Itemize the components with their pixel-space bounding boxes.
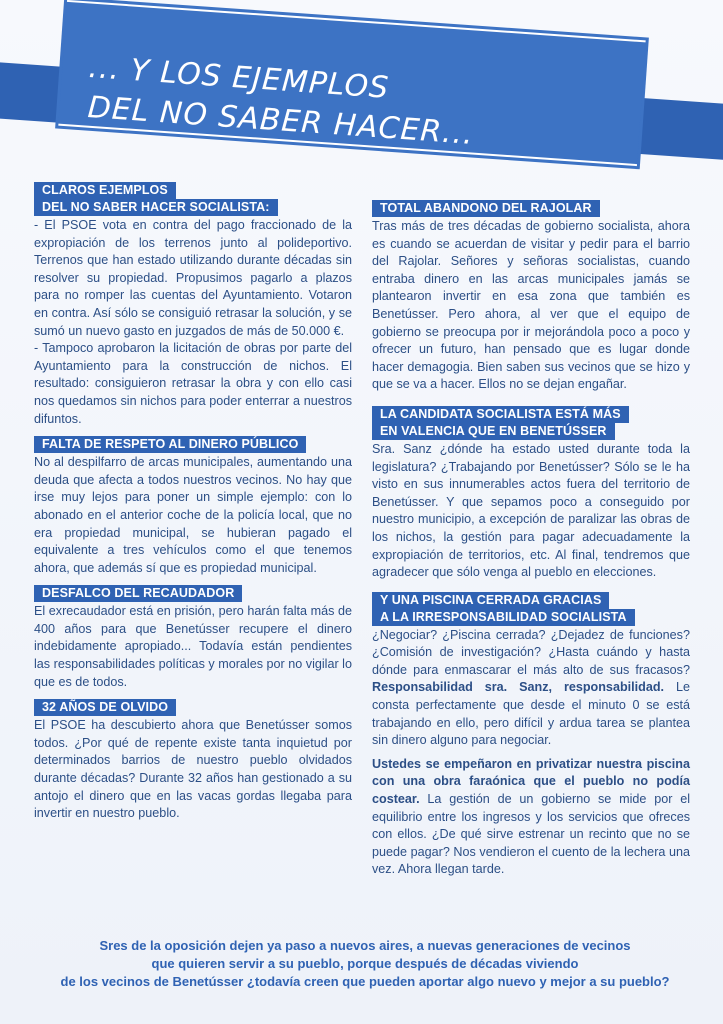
banner-title-line-1: ... Y LOS EJEMPLOS (87, 49, 391, 106)
text-run: La gestión de un gobierno se mide por el equilibrio entre los ingresos y los servicios que ofreces con ellos. ¿De qué sirve estrenar un recinto que no se puede pagar? Nos vendieron el cuento de la lechera una vez. Ahora llegan tarde. (372, 792, 690, 877)
section-body (372, 218, 690, 394)
section-heading (34, 436, 352, 453)
section-heading-line-1: DESFALCO DEL RECAUDADOR (34, 585, 242, 602)
section-heading (372, 592, 690, 626)
paragraph: - Tampoco aprobaron la licitación de obras por parte del Ayuntamiento para la construcción de nichos. El resultado: consiguieron retrasar la obra y con ello casi nos quedamos sin nichos para poder enterrar a nuestros difuntos. (34, 341, 352, 426)
paragraph: - El PSOE vota en contra del pago fraccionado de la expropiación de los terrenos junto al polideportivo. Terrenos que han estado utilizando durante décadas sin resolver su propiedad. Propusimos pagarlo a plazos para no romper las cuentas del Ayuntamiento. Votaron en contra. Así sólo se consiguió retrasar la solución, y se sumó un nuevo gasto en juzgados de más de 50.000 €. (34, 218, 352, 338)
section-heading-line-1: 32 AÑOS DE OLVIDO (34, 699, 176, 716)
section-heading-line-1: CLAROS EJEMPLOS (34, 182, 176, 199)
text-run-bold: Responsabilidad sra. Sanz, responsabilidad. (372, 680, 665, 695)
section-heading-line-2: EN VALENCIA QUE EN BENETÚSSER (372, 423, 615, 440)
right-column (372, 200, 690, 887)
banner-title-line-2: DEL NO SABER HACER... (86, 90, 475, 152)
section-heading (34, 699, 352, 716)
text-run: Le consta perfectamente que desde el minuto 0 se está trabajando en ello, pero difícil y ardua tarea se plantea sin dinero alguno para negociar. (372, 680, 690, 748)
paragraph (372, 756, 690, 879)
section-heading-line-1: TOTAL ABANDONO DEL RAJOLAR (372, 200, 600, 217)
closing-line-1: Sres de la oposición dejen ya paso a nuevos aires, a nuevas generaciones de vecinos (99, 938, 631, 953)
paragraph: El PSOE ha descubierto ahora que Benetússer somos todos. ¿Por qué de repente existe tanta inquietud por determinados barrios de nuestro pueblo olvidados durante décadas? Durante 32 años han gestionado a su antojo el dinero que en las vacas gordas llegaba para invertir en nuestro pueblo. (34, 718, 352, 821)
section-heading (372, 200, 690, 217)
section-falta-respeto (34, 436, 352, 577)
section-piscina (372, 592, 690, 879)
closing-line-3: de los vecinos de Benetússer ¿todavía creen que pueden aportar algo nuevo y mejor a su pueblo? (60, 974, 670, 989)
paragraph: Sra. Sanz ¿dónde ha estado usted durante toda la legislatura? ¿Trabajando por Benetússer? Sólo se le ha visto en sus innumerables actos fuera del territorio de Benetússer. Y que sepamos poco a conseguido por nuestro municipio, a excepción de paralizar las obras de los nichos, la gestión para pagar adecuadamente la expropiación de territorios, etc. Al final, tendremos que agradecer que sólo venga al pueblo en elecciones. (372, 441, 690, 580)
closing-statement (40, 937, 690, 991)
section-candidata (372, 406, 690, 582)
section-heading-line-1: Y UNA PISCINA CERRADA GRACIAS (372, 592, 609, 609)
closing-line-2: que quieren servir a su pueblo, porque después de décadas viviendo (151, 956, 579, 971)
section-heading (372, 406, 690, 440)
section-body (34, 217, 352, 428)
text-run: ¿Negociar? ¿Piscina cerrada? ¿Dejadez de funciones? ¿Comisión de investigación? ¿Hasta cuándo y hasta dónde para enmascarar el más alto de sus fracasos? (372, 627, 690, 677)
section-heading-line-1: FALTA DE RESPETO AL DINERO PÚBLICO (34, 436, 306, 453)
title-banner (0, 10, 723, 180)
paragraph: No al despilfarro de arcas municipales, aumentando una deuda que afecta a todos nuestros vecinos. No hay que irse muy lejos para poner un simple ejemplo: con lo abonado en el anterior coche de la policía local, que no era propiedad municipal, se hubieran pagado el equivalente a tres vehículos como el que tenemos ahora, que además sí que es propiedad municipal. (34, 455, 352, 575)
section-heading-line-2: A LA IRRESPONSABILIDAD SOCIALISTA (372, 609, 635, 626)
section-heading-line-1: LA CANDIDATA SOCIALISTA ESTÁ MÁS (372, 406, 629, 423)
section-heading-line-2: DEL NO SABER HACER SOCIALISTA: (34, 199, 278, 216)
section-heading (34, 182, 352, 216)
section-body (372, 441, 690, 582)
text-run-bold: Ustedes se empeñaron en privatizar nuestra piscina con una obra faraónica que el pueblo no podía costear. (372, 756, 690, 807)
section-claros-ejemplos (34, 182, 352, 428)
section-desfalco (34, 585, 352, 691)
section-body (34, 717, 352, 823)
paragraph: Tras más de tres décadas de gobierno socialista, ahora es cuando se acuerdan de visitar y pedir para el barrio del Rajolar. Señores y señoras socialistas, cuando entraba dinero en las arcas municipales jamás se plantearon invertir en esa zona que también es Benetússer. Pero ahora, al ver que el equipo de gobierno se preocupa por ir mejorándola poco a poco y ofrecer un futuro, han pensado que es lugar donde hacer demagogia. Bien saben sus vecinos que se hizo y que se va a hacer. Ellos no se dejan engañar. (372, 219, 690, 392)
left-column (34, 182, 352, 831)
section-heading (34, 585, 352, 602)
paragraph: El exrecaudador está en prisión, pero harán falta más de 400 años para que Benetússer recupere el dinero indebidamente apropiado... Todavía están pendientes las responsabilidades políticas y morales por no vigilar lo que es de todos. (34, 604, 352, 689)
section-32-anos (34, 699, 352, 823)
paragraph (372, 627, 690, 750)
section-body (34, 454, 352, 577)
section-body (34, 603, 352, 691)
section-body (372, 627, 690, 879)
section-rajolar (372, 200, 690, 394)
